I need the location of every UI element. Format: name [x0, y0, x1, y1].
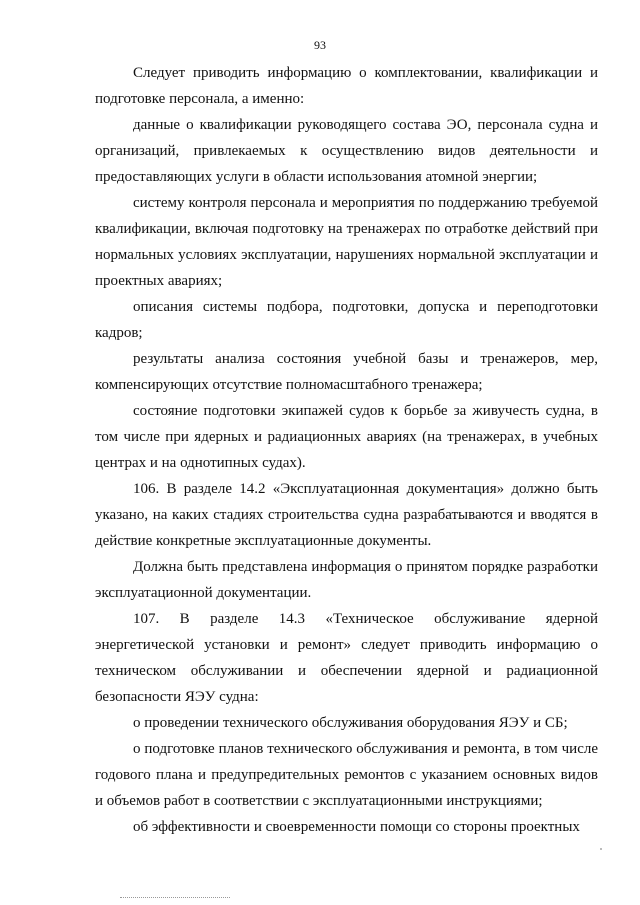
scan-artifact-line	[120, 897, 230, 899]
paragraph-training-base: результаты анализа состояния учебной базы и тренажеров, мер, компенсирующих отсутствие полномасштабного тренажера;	[95, 351, 598, 393]
paragraph-106: 106. В разделе 14.2 «Эксплуатационная документация» должно быть указано, на каких стадиях строительства судна разрабатываются и вводятся в действие конкретные эксплуатационные документы.	[95, 481, 598, 549]
paragraph-documentation-order: Должна быть представлена информация о принятом порядке разработки эксплуатационной документации.	[95, 559, 598, 601]
scan-artifact-dot	[600, 848, 602, 850]
page-number: 93	[314, 38, 326, 52]
paragraph-effectiveness: об эффективности и своевременности помощи со стороны проектных	[133, 819, 580, 835]
paragraph-selection-system: описания системы подбора, подготовки, допуска и переподготовки кадров;	[95, 299, 598, 341]
paragraph-personnel-info: Следует приводить информацию о комплектовании, квалификации и подготовке персонала, а именно:	[95, 65, 598, 107]
paragraph-control-system: систему контроля персонала и мероприятия по поддержанию требуемой квалификации, включая подготовку на тренажерах по отработке действий при нормальных условиях эксплуатации, нарушениях нормальной эксплуатации и проектных авариях;	[95, 195, 598, 289]
paragraph-crew-training: состояние подготовки экипажей судов к борьбе за живучесть судна, в том числе при ядерных и радиационных авариях (на тренажерах, в учебных центрах и на однотипных судах).	[95, 403, 598, 471]
paragraph-maintenance: о проведении технического обслуживания оборудования ЯЭУ и СБ;	[133, 715, 568, 731]
paragraph-107: 107. В разделе 14.3 «Техническое обслуживание ядерной энергетической установки и ремонт» следует приводить информацию о техническом обслуживании и обеспечении ядерной и радиационной безопасности ЯЭУ судна:	[95, 611, 598, 705]
document-body	[95, 60, 598, 840]
paragraph-qualification-data: данные о квалификации руководящего состава ЭО, персонала судна и организаций, привлекаемых к осуществлению видов деятельности и предоставляющих услуги в области использования атомной энергии;	[95, 117, 598, 185]
paragraph-plans: о подготовке планов технического обслуживания и ремонта, в том числе годового плана и предупредительных ремонтов с указанием основных видов и объемов работ в соответствии с эксплуатационными инструкциями;	[95, 741, 598, 809]
